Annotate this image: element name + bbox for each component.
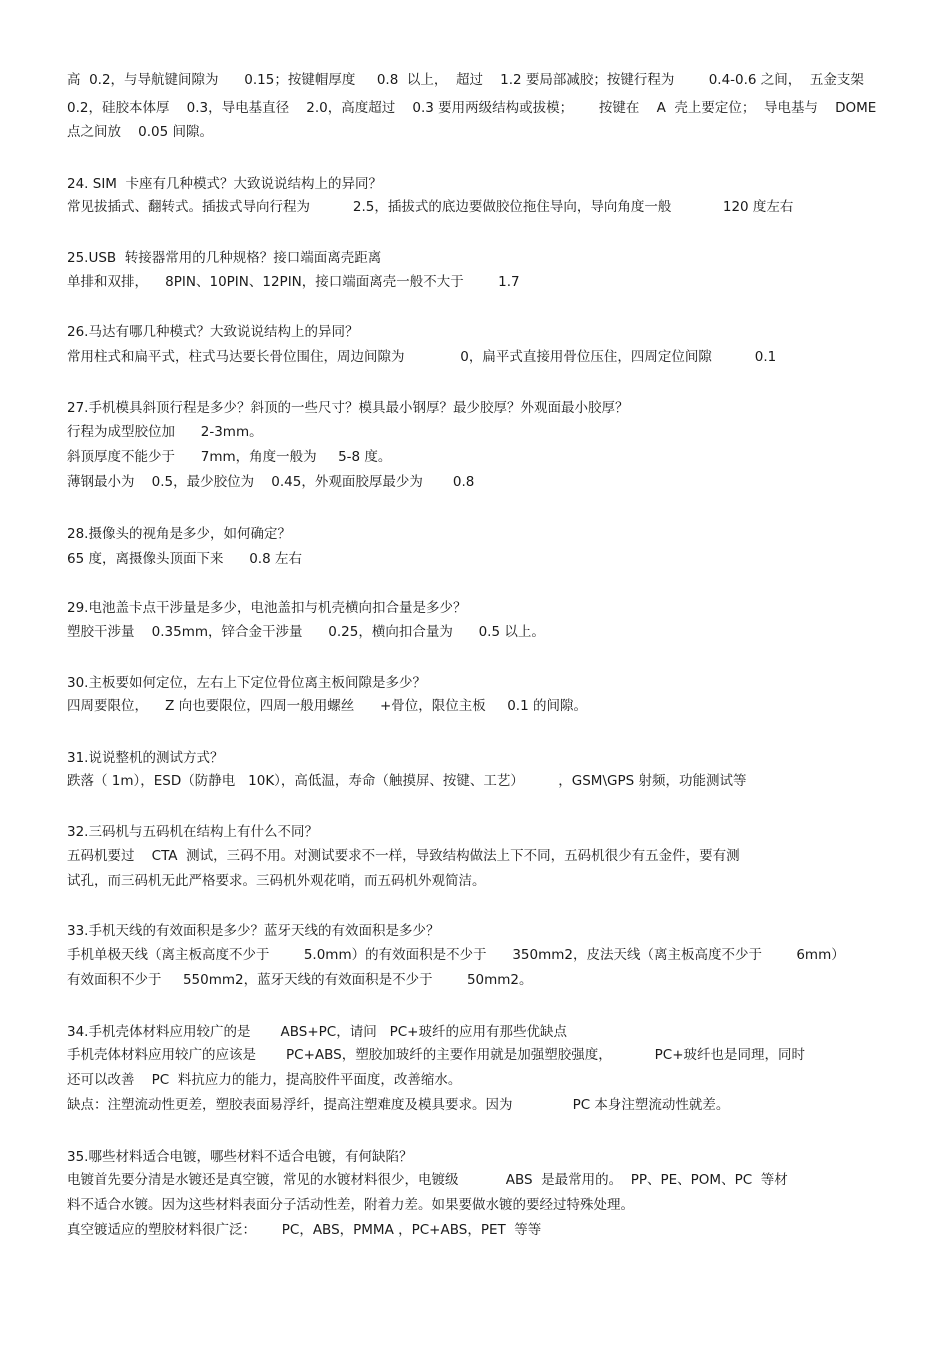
intro-line-3: 点之间放 0.05 间隙。 bbox=[67, 124, 214, 140]
answer-26-line-1: 常用柱式和扁平式，柱式马达要长骨位围住，周边间隙为 0，扁平式直接用骨位压住，四周定位间隙 0.1 bbox=[67, 349, 777, 365]
answer-31-line-1: 跌落（ 1m），ESD（防静电 10K），高低温，寿命（触摸屏、按键、工艺） ，GSM\GPS 射频，功能测试等 bbox=[67, 773, 747, 789]
question-30: 30.主板要如何定位，左右上下定位骨位离主板间隙是多少？ bbox=[67, 675, 426, 691]
question-28: 28.摄像头的视角是多少，如何确定？ bbox=[67, 526, 291, 542]
answer-27-line-3: 薄钢最小为 0.5，最少胶位为 0.45，外观面胶厚最少为 0.8 bbox=[67, 474, 475, 490]
question-29: 29.电池盖卡点干涉量是多少，电池盖扣与机壳横向扣合量是多少？ bbox=[67, 600, 467, 616]
question-26: 26.马达有哪几种模式？大致说说结构上的异同？ bbox=[67, 324, 359, 340]
question-33: 33.手机天线的有效面积是多少？蓝牙天线的有效面积是多少？ bbox=[67, 923, 440, 939]
answer-34-line-2: 还可以改善 PC 料抗应力的能力，提高胶件平面度，改善缩水。 bbox=[67, 1072, 462, 1088]
question-35: 35.哪些材料适合电镀，哪些材料不适合电镀，有何缺陷？ bbox=[67, 1149, 413, 1165]
answer-34-line-1: 手机壳体材料应用较广的应该是 PC+ABS，塑胶加玻纤的主要作用就是加强塑胶强度， PC+玻纤也是同理，同时 bbox=[67, 1047, 806, 1063]
answer-33-line-2: 有效面积不少于 550mm2，蓝牙天线的有效面积是不少于 50mm2。 bbox=[67, 972, 533, 988]
answer-35-line-2: 料不适合水镀。因为这些材料表面分子活动性差，附着力差。如果要做水镀的要经过特殊处理。 bbox=[67, 1197, 634, 1213]
answer-27-line-1: 行程为成型胶位加 2-3mm。 bbox=[67, 424, 263, 440]
question-34: 34.手机壳体材料应用较广的是 ABS+PC，请问 PC+玻纤的应用有那些优缺点 bbox=[67, 1024, 567, 1040]
answer-32-line-2: 试孔，而三码机无此严格要求。三码机外观花哨，而五码机外观简洁。 bbox=[67, 873, 486, 889]
question-31: 31.说说整机的测试方式？ bbox=[67, 750, 224, 766]
answer-27-line-2: 斜顶厚度不能少于 7mm，角度一般为 5-8 度。 bbox=[67, 449, 392, 465]
answer-35-line-3: 真空镀适应的塑胶材料很广泛： PC，ABS，PMMA ，PC+ABS，PET 等等 bbox=[67, 1222, 542, 1238]
question-24: 24. SIM 卡座有几种模式？大致说说结构上的异同？ bbox=[67, 176, 383, 192]
answer-29-line-1: 塑胶干涉量 0.35mm，锌合金干涉量 0.25，横向扣合量为 0.5 以上。 bbox=[67, 624, 545, 640]
question-25: 25.USB 转接器常用的几种规格？接口端面离壳距离 bbox=[67, 250, 382, 266]
question-27: 27.手机模具斜顶行程是多少？斜顶的一些尺寸？模具最小钢厚？最少胶厚？外观面最小胶厚？ bbox=[67, 400, 629, 416]
answer-28-line-1: 65 度，离摄像头顶面下来 0.8 左右 bbox=[67, 551, 302, 567]
answer-34-line-3: 缺点：注塑流动性更差，塑胶表面易浮纤，提高注塑难度及模具要求。因为 PC 本身注塑流动性就差。 bbox=[67, 1097, 730, 1113]
intro-line-1: 高 0.2，与导航键间隙为 0.15；按键帽厚度 0.8 以上， 超过 1.2 要局部减胶；按键行程为 0.4-0.6 之间， 五金支架 bbox=[67, 72, 864, 88]
answer-32-line-1: 五码机要过 CTA 测试，三码不用。对测试要求不一样，导致结构做法上下不同，五码机很少有五金件，要有测 bbox=[67, 848, 740, 864]
answer-24-line-1: 常见拔插式、翻转式。插拔式导向行程为 2.5，插拔式的底边要做胶位拖住导向，导向角度一般 120 度左右 bbox=[67, 199, 794, 215]
answer-25-line-1: 单排和双排， 8PIN、10PIN、12PIN，接口端面离壳一般不大于 1.7 bbox=[67, 274, 520, 290]
answer-30-line-1: 四周要限位， Z 向也要限位，四周一般用螺丝 +骨位，限位主板 0.1 的间隙。 bbox=[67, 698, 587, 714]
intro-line-2: 0.2，硅胶本体厚 0.3，导电基直径 2.0，高度超过 0.3 要用两级结构或拔模； 按键在 A 壳上要定位； 导电基与 DOME bbox=[67, 100, 877, 116]
answer-35-line-1: 电镀首先要分清是水镀还是真空镀，常见的水镀材料很少，电镀级 ABS 是最常用的。 PP、PE、POM、PC 等材 bbox=[67, 1172, 788, 1188]
question-32: 32.三码机与五码机在结构上有什么不同？ bbox=[67, 824, 318, 840]
answer-33-line-1: 手机单极天线（离主板高度不少于 5.0mm）的有效面积是不少于 350mm2，皮法天线（离主板高度不少于 6mm） bbox=[67, 947, 845, 963]
